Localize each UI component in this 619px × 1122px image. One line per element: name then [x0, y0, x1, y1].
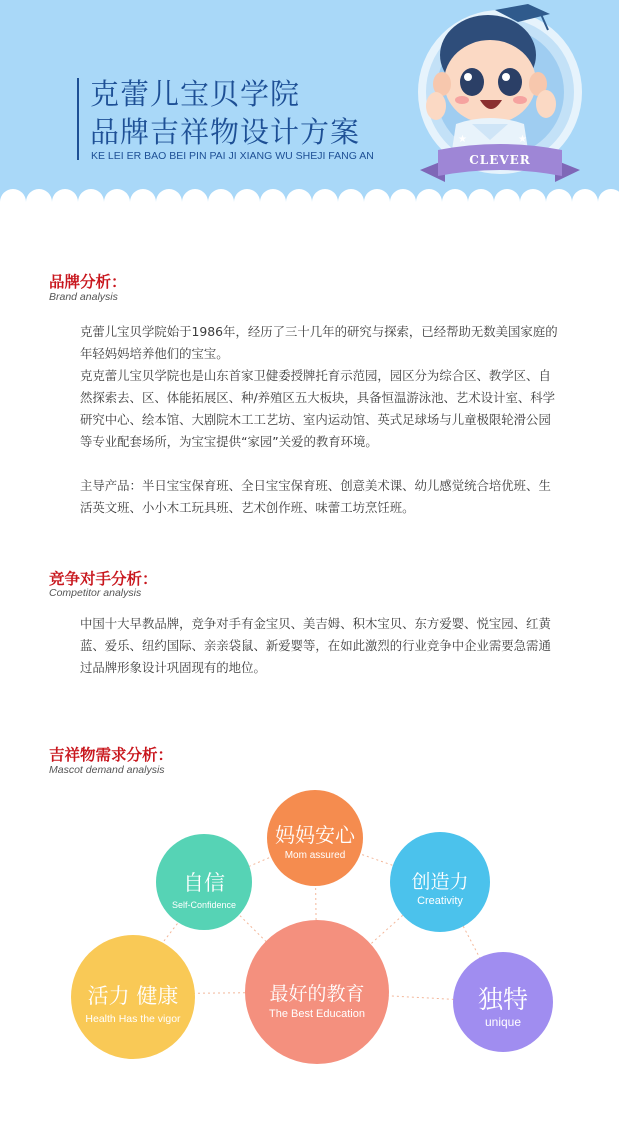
bubble-creativity-sublabel: Creativity: [417, 895, 463, 907]
brand-section-title: 品牌分析：: [49, 273, 127, 291]
bubble-health-label: 活力 健康: [87, 984, 179, 1008]
wave-divider: [0, 189, 619, 215]
bubble-creativity-label: 创造力: [411, 871, 469, 893]
competitor-analysis-text: [80, 613, 558, 679]
page-title: 克蕾儿宝贝学院: [90, 77, 301, 111]
bubble-center-label: 最好的教育: [269, 983, 365, 1005]
bubble-unique-sublabel: unique: [484, 1015, 522, 1029]
brand-paragraph-campus: 克克蕾儿宝贝学院也是山东首家卫健委授牌托育示范园，园区分为综合区、教学区、自然探索去、区、体能拓展区、种/养殖区五大板块，具备恒温游泳池、艺术设计室、科学研究中心、绘本馆、大剧院木工工艺坊、室内运动馆、英式足球场与儿童极限轮滑公园等专业配套场所，为宝宝提供“家园”关爱的教育环境。: [80, 368, 556, 449]
competitor-section-subtitle: Competitor analysis: [49, 587, 142, 599]
brand-analysis-text: [80, 321, 558, 519]
title-accent-bar: [77, 78, 79, 160]
bubble-health-sublabel: Health Has the vigor: [85, 1013, 181, 1025]
bubble-health-vigor: [71, 935, 195, 1059]
bubble-center-sublabel: The Best Education: [268, 1008, 366, 1020]
mascot-illustration: [410, 0, 610, 200]
bubble-creativity: [390, 832, 490, 932]
bubble-mom-label: 妈妈安心: [275, 823, 355, 847]
bubble-unique: [453, 952, 553, 1052]
mascot-demand-diagram: [0, 780, 619, 1100]
competitor-section-title: 竞争对手分析：: [49, 570, 158, 588]
pinyin-caption: KE LEI ER BAO BEI PIN PAI JI XIANG WU SHEJI FANG AN: [91, 150, 374, 162]
bubble-confidence-label: 自信: [183, 871, 225, 895]
mascot-badge-text: CLEVER: [469, 153, 531, 167]
brand-section-subtitle: Brand analysis: [49, 291, 118, 303]
bubble-mom-assured: [267, 790, 363, 886]
bubble-self-confidence: [156, 834, 252, 930]
mascot-section-subtitle: Mascot demand analysis: [49, 764, 165, 776]
page-subtitle: 品牌吉祥物设计方案: [90, 115, 361, 149]
mascot-section-title: 吉祥物需求分析：: [49, 746, 174, 764]
brand-paragraph-products: 主导产品：半日宝宝保育班、全日宝宝保育班、创意美术课、幼儿感觉统合培优班、生活英文班、小小木工玩具班、艺术创作班、味蕾工坊烹饪班。: [80, 478, 551, 515]
bubble-confidence-sublabel: Self-Confidence: [171, 900, 237, 910]
svg-text:★: ★: [458, 134, 467, 145]
svg-text:★: ★: [518, 134, 527, 145]
bubble-mom-sublabel: Mom assured: [284, 850, 346, 861]
competitor-paragraph: 中国十大早教品牌，竞争对手有金宝贝、美吉姆、积木宝贝、东方爱婴、悦宝园、红黄蓝、爱乐、纽约国际、亲亲袋鼠、新爱婴等，在如此激烈的行业竞争中企业需要急需通过品牌形象设计巩固现有的地位。: [80, 616, 551, 675]
bubble-unique-label: 独特: [477, 985, 529, 1014]
bubble-best-education: [245, 920, 389, 1064]
header-banner: [0, 0, 619, 215]
brand-paragraph-history: 克蕾儿宝贝学院始于1986年，经历了三十几年的研究与探索，已经帮助无数美国家庭的年轻妈妈培养他们的宝宝。: [80, 324, 558, 361]
